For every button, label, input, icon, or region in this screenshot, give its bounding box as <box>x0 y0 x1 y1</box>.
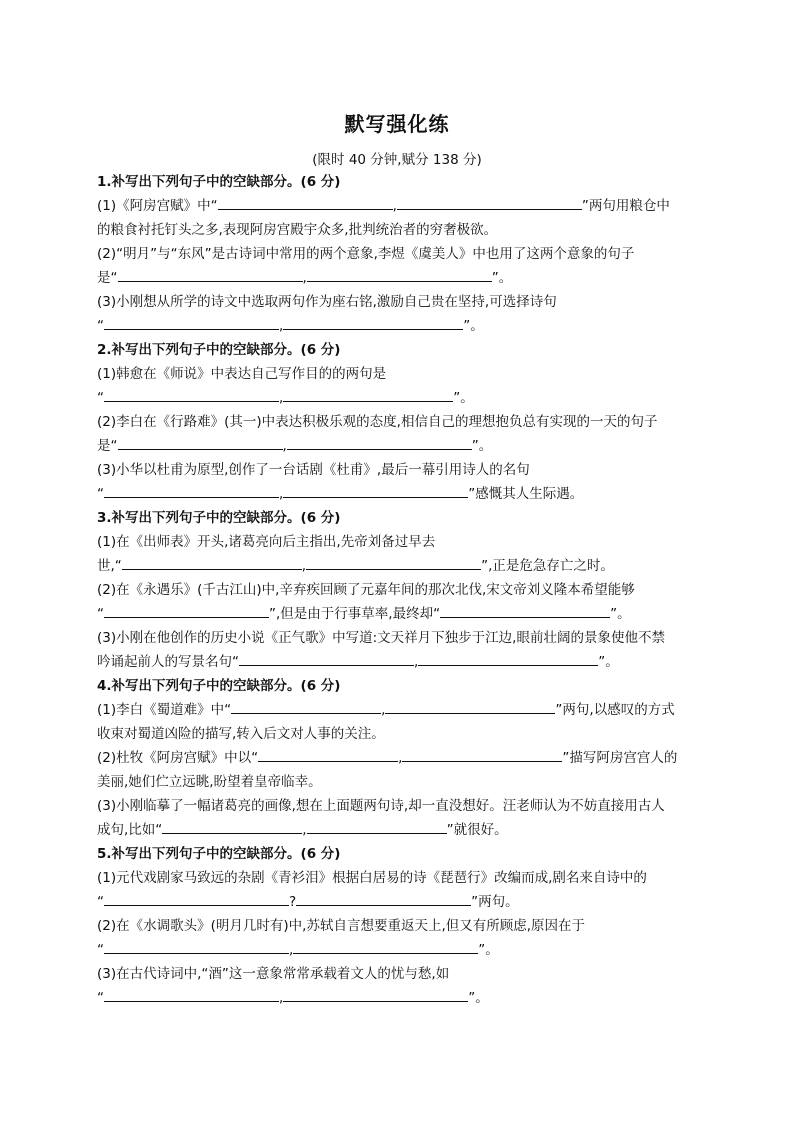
answer-blank[interactable] <box>162 818 302 834</box>
answer-blank[interactable] <box>397 194 582 210</box>
question-4-heading: 4.补写出下列句子中的空缺部分。(6 分) <box>97 678 341 694</box>
question-4-3: (3)小刚临摹了一幅诸葛亮的画像,想在上面题两句诗,却一直没想好。汪老师认为不妨直接用古人 <box>97 798 665 814</box>
answer-blank[interactable] <box>402 746 562 762</box>
answer-blank[interactable] <box>283 386 453 402</box>
question-3-heading: 3.补写出下列句子中的空缺部分。(6 分) <box>97 510 341 526</box>
question-1-2-answer: 是“ , ”。 <box>97 266 697 290</box>
question-4-1: (1)李白《蜀道难》中“ , ”两句,以感叹的方式 <box>97 698 697 722</box>
question-5-2-answer: “ , ”。 <box>97 938 697 962</box>
answer-blank[interactable] <box>306 554 481 570</box>
answer-blank[interactable] <box>283 314 463 330</box>
question-2-3-answer: “ , ”感慨其人生际遇。 <box>97 482 697 506</box>
answer-blank[interactable] <box>307 266 492 282</box>
question-5-1: (1)元代戏剧家马致远的杂剧《青衫泪》根据白居易的诗《琵琶行》改编而成,剧名来自诗中的 <box>97 870 647 886</box>
question-5-2: (2)在《水调歌头》(明月几时有)中,苏轼自言想要重返天上,但又有所顾虑,原因在于 <box>97 918 586 934</box>
question-3-2-answer: “ ”,但是由于行事草率,最终却“ ”。 <box>97 602 697 626</box>
question-1-1: (1)《阿房宫赋》中“ , ”两句用粮仓中 <box>97 194 697 218</box>
question-3-3-answer: 吟诵起前人的写景名句“ , ”。 <box>97 650 697 674</box>
answer-blank[interactable] <box>231 698 381 714</box>
question-2-heading: 2.补写出下列句子中的空缺部分。(6 分) <box>97 342 341 358</box>
question-5-3-answer: “ , ”。 <box>97 986 697 1010</box>
question-1-2: (2)“明月”与“东风”是古诗词中常用的两个意象,李煜《虞美人》中也用了这两个意象的句子 <box>97 246 635 262</box>
question-1-1-cont: 的粮食衬托钉头之多,表现阿房宫殿宇众多,批判统治者的穷奢极欲。 <box>97 222 498 238</box>
answer-blank[interactable] <box>440 602 610 618</box>
answer-blank[interactable] <box>296 890 471 906</box>
answer-blank[interactable] <box>118 266 303 282</box>
answer-blank[interactable] <box>118 434 283 450</box>
answer-blank[interactable] <box>104 482 279 498</box>
question-4-1-cont: 收束对蜀道凶险的描写,转入后文对人事的关注。 <box>97 726 385 742</box>
answer-blank[interactable] <box>104 938 289 954</box>
question-4-2: (2)杜牧《阿房宫赋》中以“ , ”描写阿房宫宫人的 <box>97 746 697 770</box>
answer-blank[interactable] <box>122 554 302 570</box>
question-4-2-cont: 美丽,她们伫立远眺,盼望着皇帝临幸。 <box>97 774 322 790</box>
answer-blank[interactable] <box>104 602 269 618</box>
page-subtitle: (限时 40 分钟,赋分 138 分) <box>312 152 482 168</box>
answer-blank[interactable] <box>385 698 555 714</box>
answer-blank[interactable] <box>293 938 478 954</box>
answer-blank[interactable] <box>104 314 279 330</box>
question-3-2: (2)在《永遇乐》(千古江山)中,辛弃疾回顾了元嘉年间的那次北伐,宋文帝刘义隆本希望能够 <box>97 582 635 598</box>
question-2-1: (1)韩愈在《师说》中表达自己写作目的的两句是 <box>97 366 387 382</box>
question-2-2: (2)李白在《行路难》(其一)中表达积极乐观的态度,相信自己的理想抱负总有实现的一天的句子 <box>97 414 658 430</box>
answer-blank[interactable] <box>258 746 398 762</box>
question-2-1-answer: “ , ”。 <box>97 386 697 410</box>
answer-blank[interactable] <box>287 434 472 450</box>
answer-blank[interactable] <box>283 986 468 1002</box>
question-1-3: (3)小刚想从所学的诗文中选取两句作为座右铭,激励自己贵在坚持,可选择诗句 <box>97 294 557 310</box>
page-title: 默写强化练 <box>344 112 450 136</box>
question-3-3: (3)小刚在他创作的历史小说《正气歌》中写道:文天祥月下独步于江边,眼前壮阔的景象使他不禁 <box>97 630 665 646</box>
question-5-heading: 5.补写出下列句子中的空缺部分。(6 分) <box>97 846 341 862</box>
question-4-3-answer: 成句,比如“ , ”就很好。 <box>97 818 697 842</box>
answer-blank[interactable] <box>218 194 393 210</box>
answer-blank[interactable] <box>307 818 447 834</box>
question-list <box>97 170 697 1010</box>
answer-blank[interactable] <box>418 650 598 666</box>
answer-blank[interactable] <box>104 986 279 1002</box>
answer-blank[interactable] <box>239 650 414 666</box>
question-2-3: (3)小华以杜甫为原型,创作了一台话剧《杜甫》,最后一幕引用诗人的名句 <box>97 462 530 478</box>
question-3-1-answer: 世,“ , ”,正是危急存亡之时。 <box>97 554 697 578</box>
question-3-1: (1)在《出师表》开头,诸葛亮向后主指出,先帝刘备过早去 <box>97 534 436 550</box>
answer-blank[interactable] <box>104 386 279 402</box>
question-1-heading: 1.补写出下列句子中的空缺部分。(6 分) <box>97 174 341 190</box>
question-1-3-answer: “ , ”。 <box>97 314 697 338</box>
question-5-1-answer: “ ? ”两句。 <box>97 890 697 914</box>
question-5-3: (3)在古代诗词中,“酒”这一意象常常承载着文人的忧与愁,如 <box>97 966 450 982</box>
answer-blank[interactable] <box>283 482 468 498</box>
answer-blank[interactable] <box>104 890 289 906</box>
question-2-2-answer: 是“ , ”。 <box>97 434 697 458</box>
